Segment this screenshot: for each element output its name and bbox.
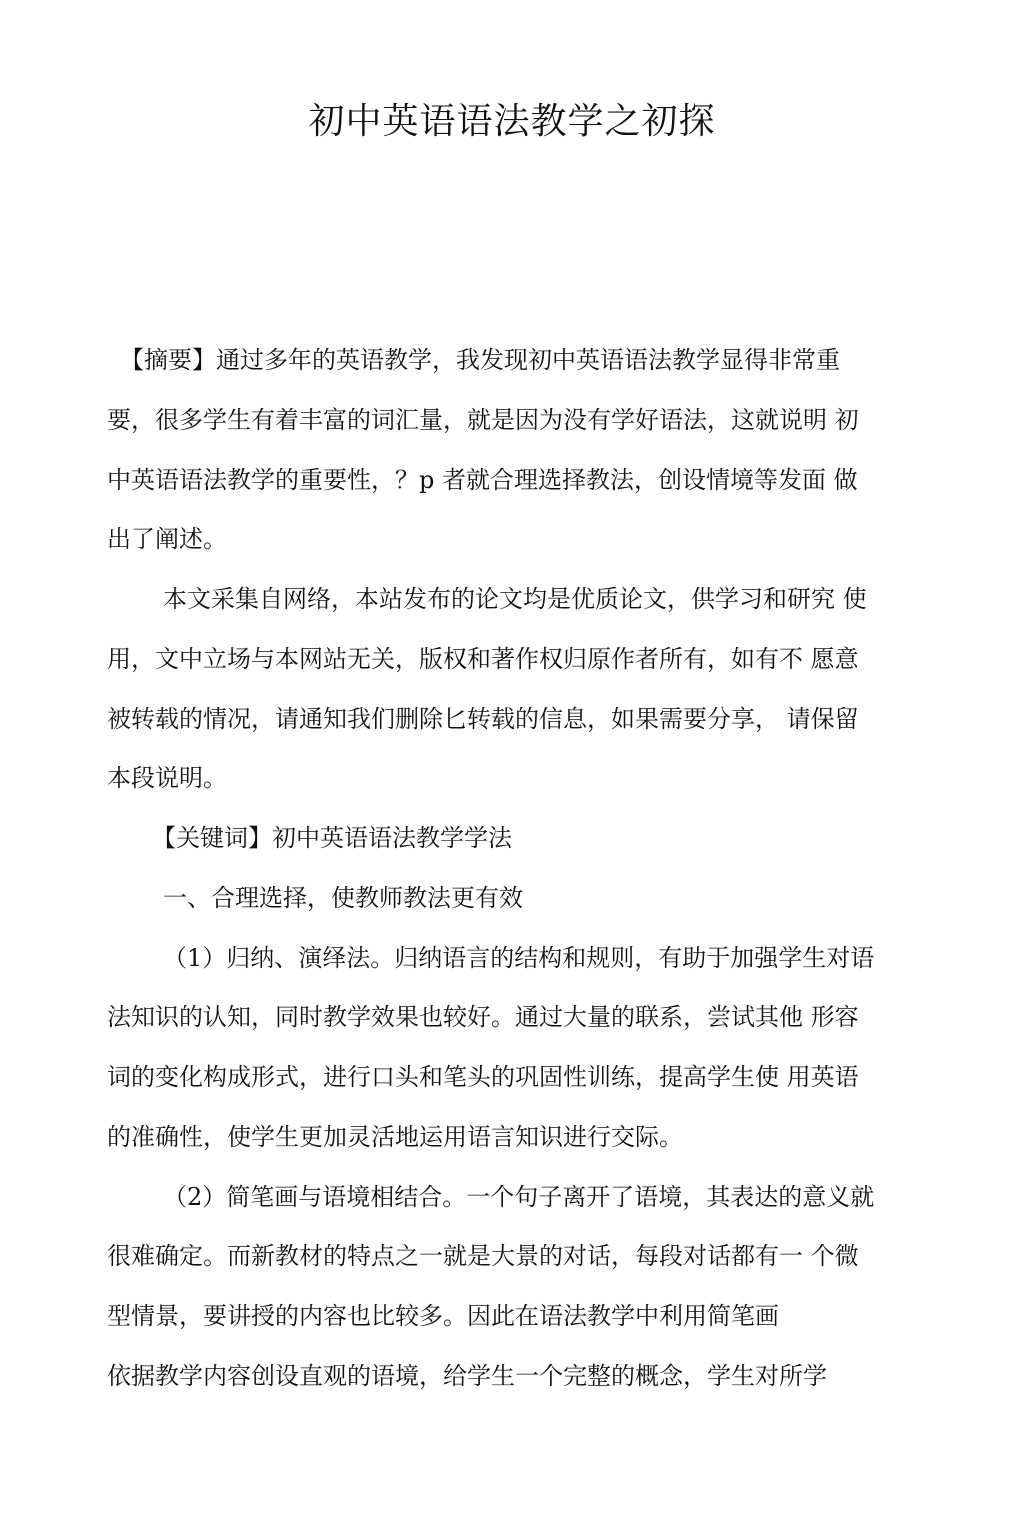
- notice-line: 本文采集自网络，本站发布的论文均是优质论文，供学习和研究 使: [163, 585, 867, 613]
- body-line: 词的变化构成形式，进行口头和笔头的巩固性训练，提高学生使 用英语: [107, 1063, 859, 1091]
- abstract-line: 出了阐述。: [107, 525, 227, 553]
- notice-line: 用，文中立场与本网站无关，版权和著作权归原作者所有，如有不 愿意: [107, 645, 859, 673]
- body-line: 法知识的认知，同时教学效果也较好。通过大量的联系，尝试其他 形容: [107, 1003, 859, 1031]
- section-heading: 一、合理选择，使教师教法更有效: [163, 884, 523, 912]
- abstract-line: 【摘要】通过多年的英语教学，我发现初中英语语法教学显得非常重: [120, 346, 840, 374]
- abstract-line: 中英语语法教学的重要性，？p 者就合理选择教法，创设情境等发面 做: [107, 466, 858, 494]
- body-line: 的准确性，使学生更加灵活地运用语言知识进行交际。: [107, 1123, 683, 1151]
- abstract-line: 要，很多学生有着丰富的词汇量，就是因为没有学好语法，这就说明 初: [107, 406, 859, 434]
- body-line: 很难确定。而新教材的特点之一就是大景的对话，每段对话都有一 个微: [107, 1242, 859, 1270]
- body-line: （1）归纳、演绎法。归纳语言的结构和规则，有助于加强学生对语: [163, 944, 875, 972]
- body-line: 依据教学内容创设直观的语境，给学生一个完整的概念，学生对所学: [107, 1362, 827, 1390]
- notice-line: 被转载的情况，请通知我们删除匕转载的信息，如果需要分享， 请保留: [107, 705, 859, 733]
- body-line: （2）简笔画与语境相结合。一个句子离开了语境，其表达的意义就: [163, 1183, 875, 1211]
- body-line: 型情景，要讲授的内容也比较多。因此在语法教学中利用简笔画: [107, 1302, 779, 1330]
- notice-line: 本段说明。: [107, 764, 227, 792]
- keywords-line: 【关键词】初中英语语法教学学法: [152, 824, 512, 852]
- document-title: 初中英语语法教学之初探: [308, 101, 716, 142]
